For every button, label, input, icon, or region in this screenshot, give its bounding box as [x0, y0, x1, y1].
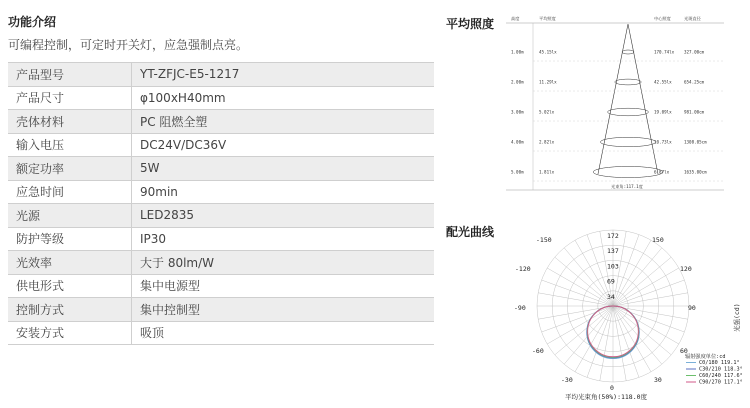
angle-label-p90: 90: [688, 304, 696, 312]
illuminance-ellipse: [593, 166, 663, 177]
illuminance-height: 3.00m: [511, 109, 524, 115]
beam-angle-label: 光束角:117.1度: [611, 184, 643, 189]
spec-row: [8, 251, 434, 275]
spec-label: 供电形式: [8, 274, 132, 298]
legend-label: C0/180 119.1°: [699, 360, 740, 366]
angle-label-p150: 150: [652, 236, 664, 244]
intro-title: 功能介绍: [8, 15, 57, 29]
illuminance-title: 平均照度: [446, 17, 495, 31]
angle-label-p30: 30: [654, 376, 662, 384]
legend-label: C90/270 117.1°: [699, 379, 743, 386]
angle-label-m60: -60: [532, 347, 544, 355]
spec-value: IP30: [132, 227, 435, 251]
spec-value: 90min: [132, 180, 435, 204]
spec-label: 防护等级: [8, 227, 132, 251]
illuminance-height: 5.00m: [511, 169, 524, 175]
illuminance-center: 10.73lx: [654, 139, 672, 145]
spec-label: 光源: [8, 204, 132, 228]
illuminance-height: 2.00m: [511, 79, 524, 85]
illuminance-avg: 2.82lx: [539, 139, 555, 145]
spec-value: 大于 80lm/W: [132, 251, 435, 275]
spec-label: 控制方式: [8, 298, 132, 322]
illuminance-ellipse: [615, 79, 641, 85]
illuminance-avg: 5.02lx: [539, 109, 555, 115]
illuminance-center: 42.55lx: [654, 79, 672, 85]
illuminance-center: 170.74lx: [654, 49, 675, 55]
radial-tick-label: 34: [607, 292, 615, 301]
spec-value: PC 阻燃全塑: [132, 110, 435, 134]
spec-row: [8, 63, 434, 87]
legend-label: C60/240 117.6°: [699, 373, 743, 379]
illuminance-height: 4.00m: [511, 139, 524, 145]
illuminance-center: 6.87lx: [654, 169, 670, 175]
spec-row: [8, 110, 434, 134]
polar-diagram: [514, 226, 750, 408]
spec-label: 应急时间: [8, 180, 132, 204]
spec-label: 额定功率: [8, 157, 132, 181]
spec-value: 集中控制型: [132, 298, 435, 322]
spec-table: [8, 62, 434, 345]
illuminance-diagram: [506, 14, 724, 196]
legend-title: 辐射强度单位:cd: [685, 354, 726, 360]
angle-label-p120: 120: [680, 265, 692, 273]
col-avg-header: 平均照度: [539, 16, 556, 21]
legend-label: C30/210 118.3°: [699, 366, 743, 373]
illuminance-diameter: 1308.05cm: [684, 139, 707, 145]
beam-average-label: 平均光束角(50%):118.0度: [565, 393, 648, 401]
illuminance-avg: 1.81lx: [539, 169, 555, 175]
angle-label-m120: -120: [515, 265, 531, 273]
spec-row: [8, 227, 434, 251]
spec-label: 光效率: [8, 251, 132, 275]
angle-label-p60: 60: [680, 347, 688, 355]
spec-value: 5W: [132, 157, 435, 181]
spec-value: 集中电源型: [132, 274, 435, 298]
illuminance-ellipse: [600, 137, 655, 146]
polar-title: 配光曲线: [446, 225, 495, 239]
spec-row: [8, 133, 434, 157]
intro-text: 可编程控制，可定时开关灯，应急强制点亮。: [8, 38, 249, 52]
spec-value: φ100xH40mm: [132, 86, 435, 110]
angle-label-zero: 0: [610, 384, 614, 392]
illuminance-diameter: 1635.00cm: [684, 169, 707, 175]
col-diameter-header: 光斑直径: [684, 16, 701, 21]
spec-label: 壳体材料: [8, 110, 132, 134]
spec-row: [8, 180, 434, 204]
spec-value: LED2835: [132, 204, 435, 228]
spec-value: 吸顶: [132, 321, 435, 345]
angle-label-m90: -90: [514, 304, 526, 312]
spec-row: [8, 274, 434, 298]
spec-value: YT-ZFJC-E5-1217: [132, 63, 435, 87]
spec-label: 安装方式: [8, 321, 132, 345]
col-center-header: 中心照度: [654, 16, 671, 21]
radial-tick-label: 137: [607, 247, 619, 256]
spec-row: [8, 86, 434, 110]
polar-axis-unit: 光强(cd): [733, 303, 741, 332]
illuminance-ellipse: [608, 108, 649, 116]
illuminance-diameter: 654.25cm: [684, 79, 705, 85]
illuminance-ellipse: [622, 50, 634, 54]
illuminance-diameter: 327.00cm: [684, 49, 705, 55]
spec-label: 输入电压: [8, 133, 132, 157]
spec-row: [8, 157, 434, 181]
illuminance-avg: 45.15lx: [539, 49, 557, 55]
illuminance-diameter: 981.00cm: [684, 109, 705, 115]
illuminance-height: 1.00m: [511, 49, 524, 55]
spec-label: 产品尺寸: [8, 86, 132, 110]
spec-row: [8, 204, 434, 228]
spec-value: DC24V/DC36V: [132, 133, 435, 157]
illuminance-center: 19.09lx: [654, 109, 672, 115]
angle-label-m30: -30: [561, 376, 573, 384]
col-height-header: 高度: [511, 16, 520, 21]
spec-label: 产品型号: [8, 63, 132, 87]
radial-tick-label: 69: [607, 277, 615, 286]
spec-row: [8, 321, 434, 345]
spec-row: [8, 298, 434, 322]
illuminance-avg: 11.29lx: [539, 79, 557, 85]
radial-tick-label: 172: [607, 232, 619, 240]
radial-tick-label: 103: [607, 262, 619, 271]
angle-label-m150: -150: [536, 236, 552, 244]
